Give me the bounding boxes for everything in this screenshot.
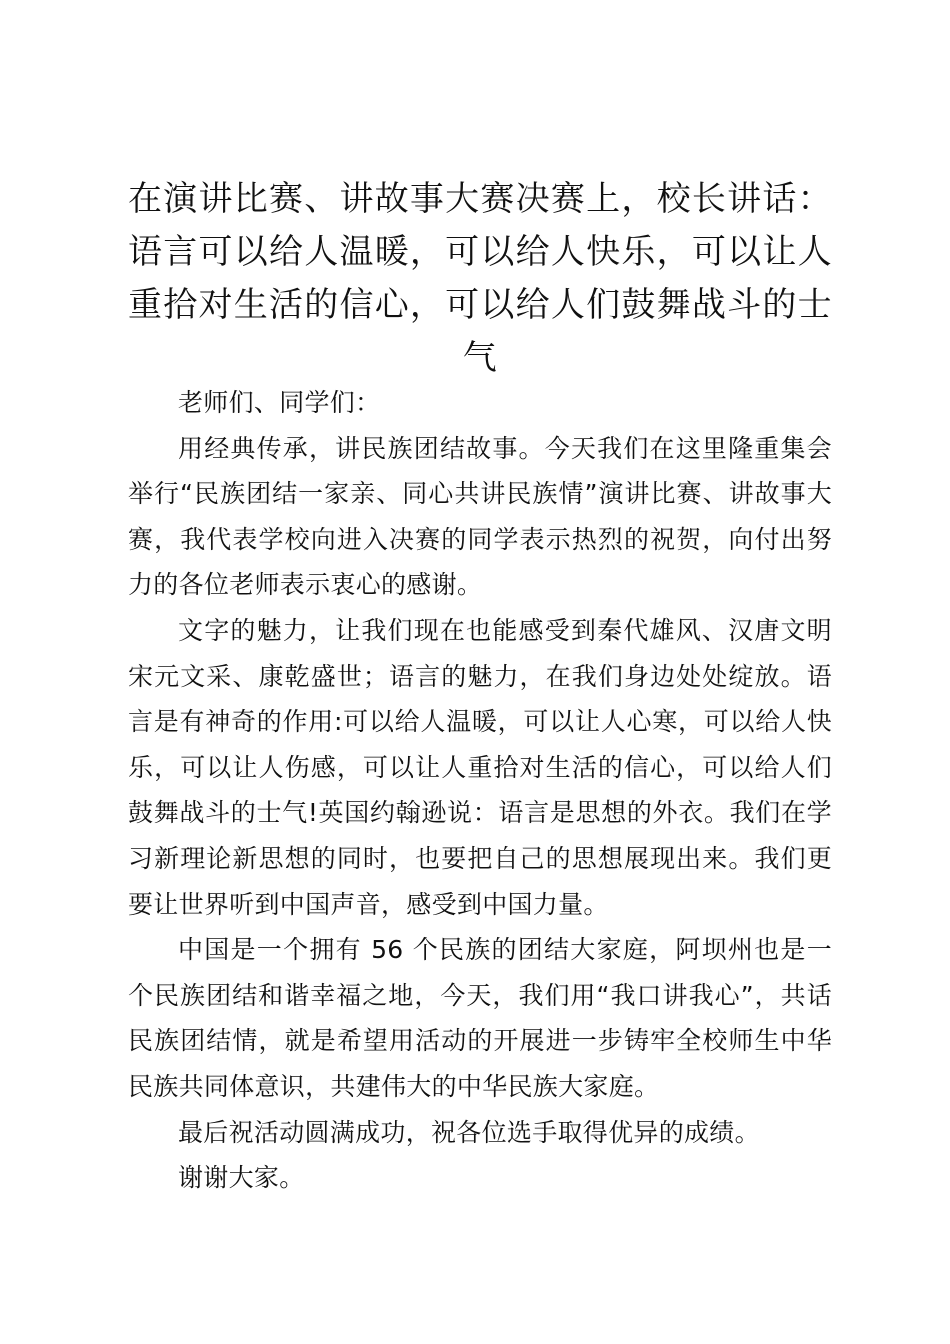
paragraph-closing: 最后祝活动圆满成功，祝各位选手取得优异的成绩。 <box>178 1117 760 1147</box>
paragraph-intro: 用经典传承，讲民族团结故事。今天我们在这里隆重集会举行“民族团结一家亲、同心共讲民族情”演讲比赛、讲故事大赛，我代表学校向进入决赛的同学表示热烈的祝贺，向付出努力的各位老师表示衷心的感谢。 <box>128 433 832 600</box>
paragraph-thanks: 谢谢大家。 <box>178 1163 305 1193</box>
salutation: 老师们、同学们： <box>178 388 381 417</box>
paragraph-language: 文字的魅力，让我们现在也能感受到秦代雄风、汉唐文明宋元文采、康乾盛世；语言的魅力，在我们身边处处绽放。语言是有神奇的作用:可以给人温暖，可以让人心寒，可以给人快乐，可以让人伤感，可以让人重拾对生活的信心，可以给人们鼓舞战斗的士气!英国约翰逊说：语言是思想的外衣。我们在学习新理论新思想的同时，也要把自己的思想展现出来。我们更要让世界听到中国声音，感受到中国力量。 <box>128 615 832 919</box>
document-title: 在演讲比赛、讲故事大赛决赛上，校长讲话：语言可以给人温暖，可以给人快乐，可以让人重拾对生活的信心，可以给人们鼓舞战斗的士气 <box>128 179 832 378</box>
document-body <box>128 380 832 1201</box>
paragraph-unity: 中国是一个拥有 56 个民族的团结大家庭，阿坝州也是一个民族团结和谐幸福之地，今天，我们用“我口讲我心”，共话民族团结情，就是希望用活动的开展进一步铸牢全校师生中华民族共同体意识，共建伟大的中华民族大家庭。 <box>128 935 832 1101</box>
